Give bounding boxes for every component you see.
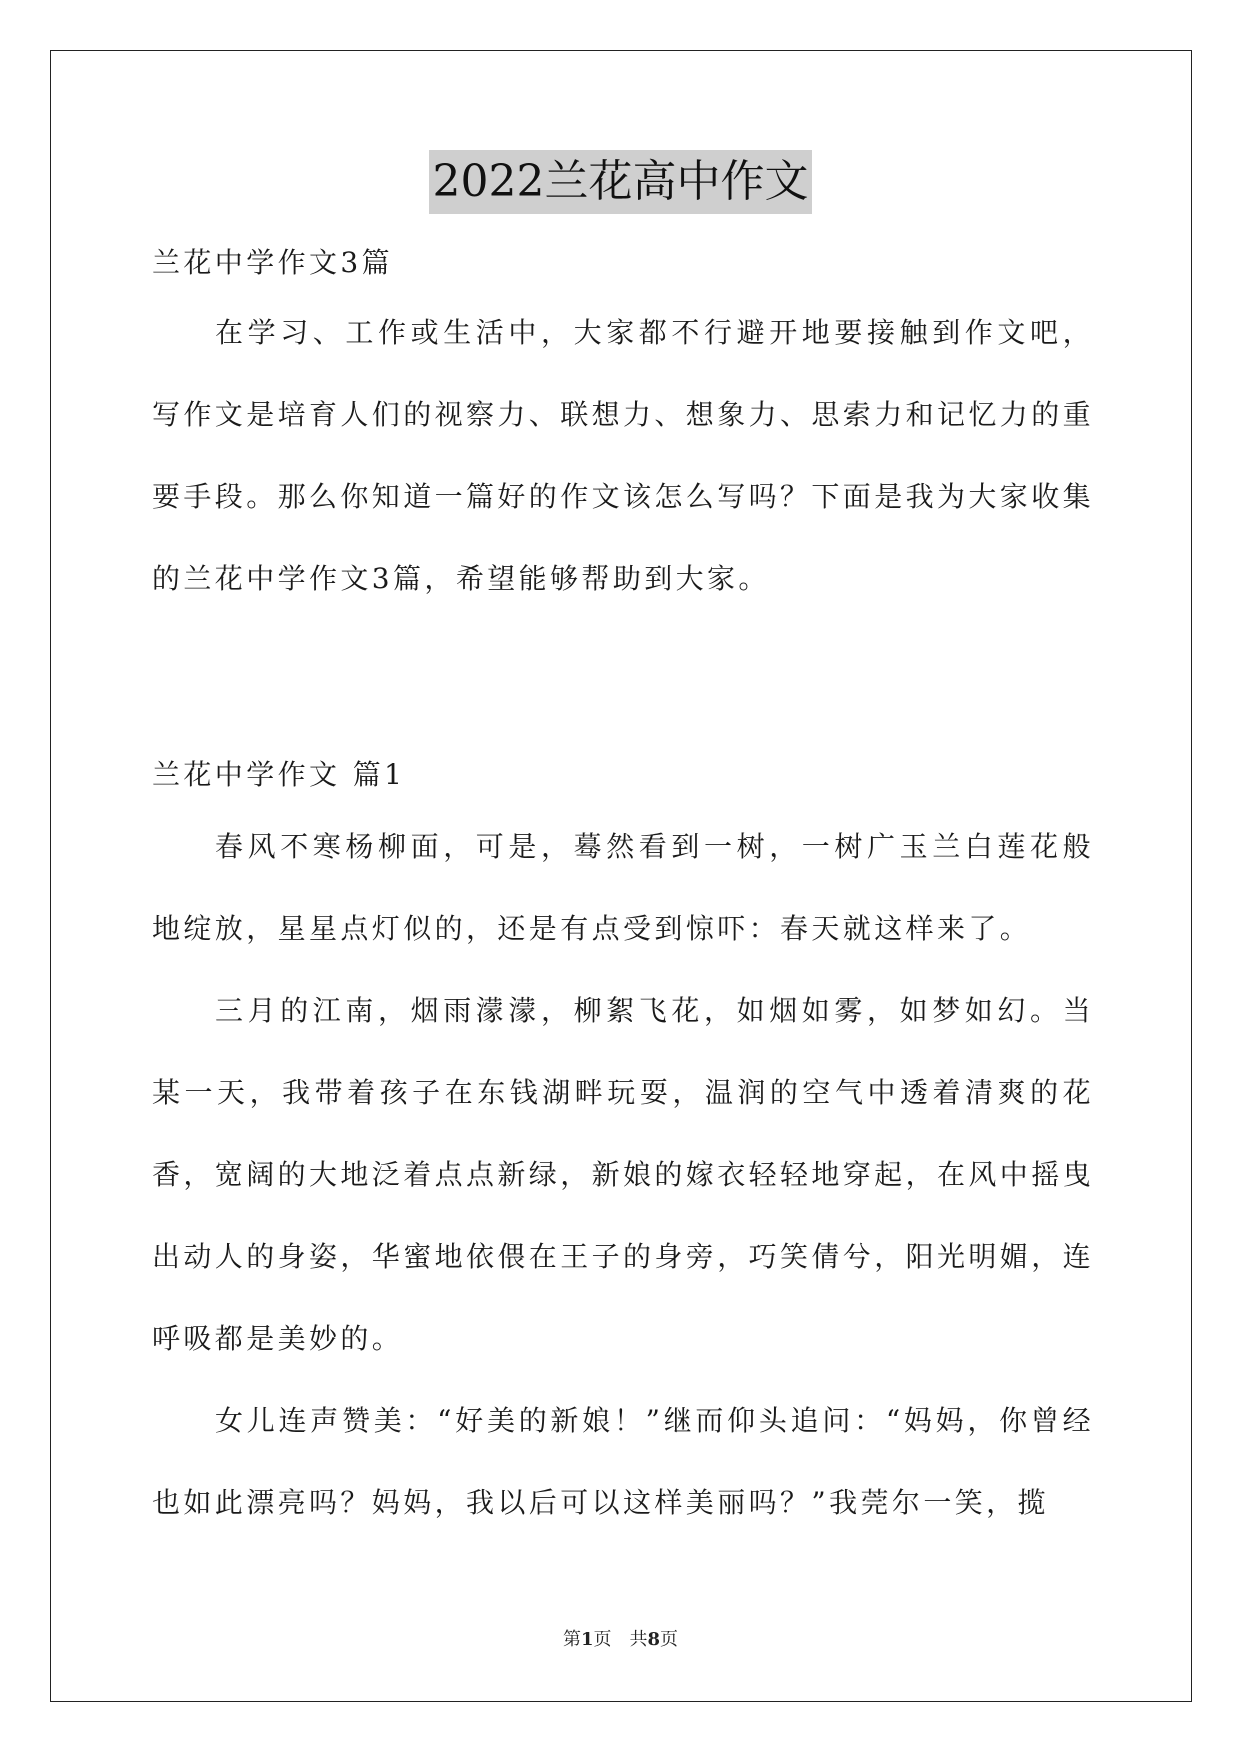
footer-current-page: 1 (580, 1629, 594, 1650)
footer-total-pages: 8 (647, 1629, 661, 1650)
title-wrap (0, 150, 1241, 214)
paragraph-3: 女儿连声赞美：“好美的新娘！”继而仰头追问：“妈妈，你曾经也如此漂亮吗？妈妈，我以后可以这样美丽吗？”我莞尔一笑，揽 (152, 1404, 1094, 1519)
document-subtitle: 兰花中学作文3篇 (152, 246, 394, 279)
paragraph-1: 春风不寒杨柳面，可是，蓦然看到一树，一树广玉兰白莲花般地绽放，星星点灯似的，还是有点受到惊吓：春天就这样来了。 (152, 830, 1094, 945)
paragraph-2: 三月的江南，烟雨濛濛，柳絮飞花，如烟如雾，如梦如幻。当某一天，我带着孩子在东钱湖畔玩耍，温润的空气中透着清爽的花香，宽阔的大地泛着点点新绿，新娘的嫁衣轻轻地穿起，在风中摇曳出动人的身姿，华蜜地依偎在王子的身旁，巧笑倩兮，阳光明媚，连呼吸都是美妙的。 (152, 994, 1095, 1355)
document-title: 2022兰花高中作文 (429, 150, 813, 214)
intro-paragraph: 在学习、工作或生活中，大家都不行避开地要接触到作文吧，写作文是培育人们的视察力、联想力、想象力、思索力和记忆力的重要手段。那么你知道一篇好的作文该怎么写吗？下面是我为大家收集的兰花中学作文3篇，希望能够帮助到大家。 (152, 316, 1095, 595)
footer-mid: 页 共 (593, 1629, 648, 1650)
footer-prefix: 第 (562, 1629, 581, 1650)
section-heading: 兰花中学作文 篇1 (152, 758, 406, 791)
footer-suffix: 页 (660, 1629, 679, 1650)
page-footer (0, 1625, 1241, 1651)
